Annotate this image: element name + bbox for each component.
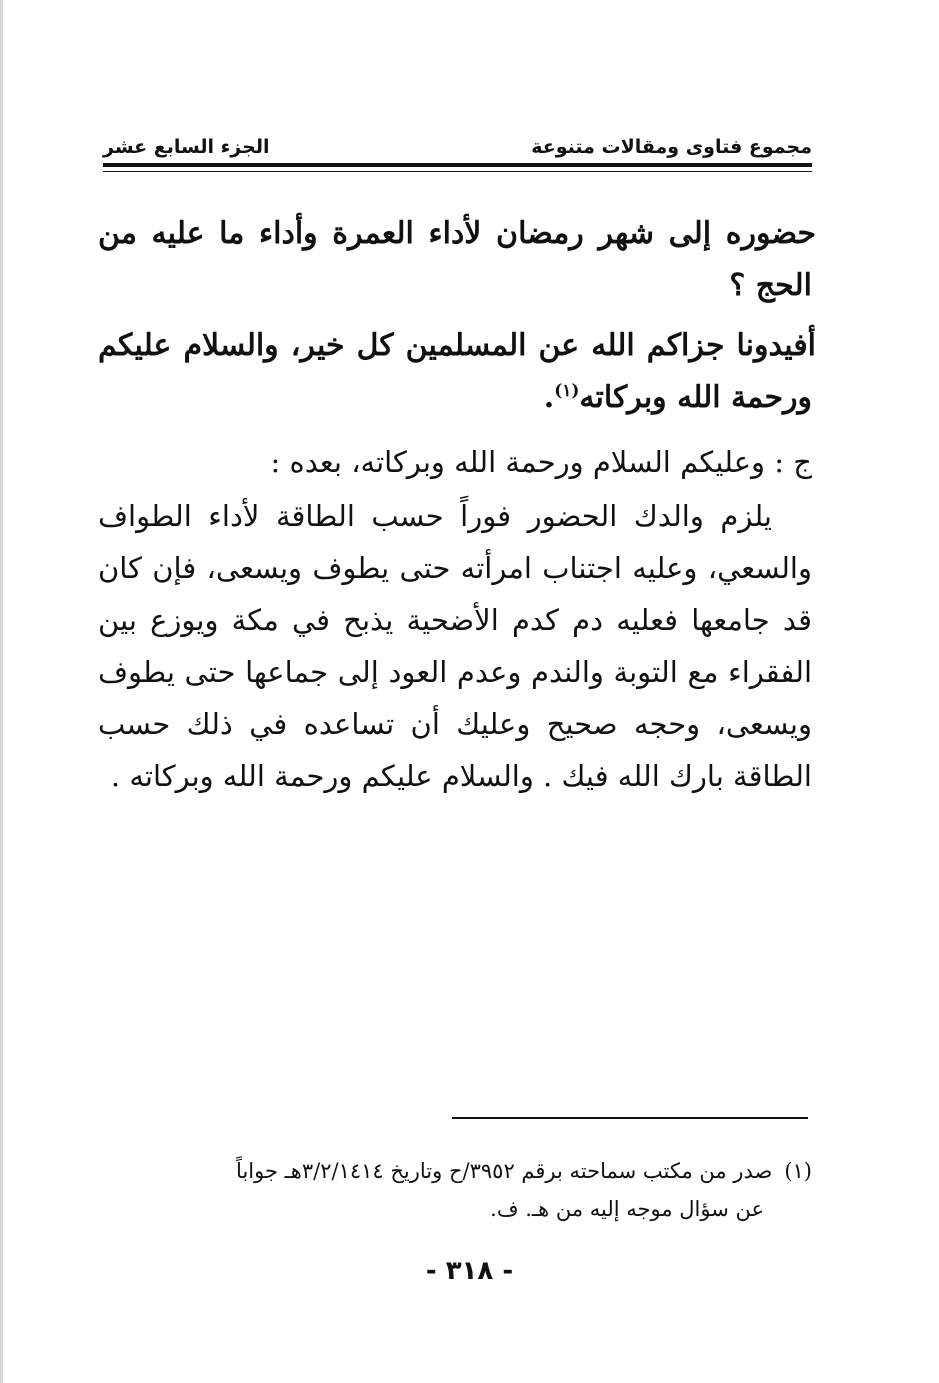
running-header bbox=[103, 128, 812, 158]
answer-paragraph bbox=[98, 490, 812, 802]
footnote bbox=[98, 1152, 812, 1228]
question-paragraph-1 bbox=[98, 208, 816, 312]
footnote-separator bbox=[452, 1117, 808, 1119]
footnote-line-1: صدر من مكتب سماحته برقم ٣٩٥٢/ح وتاريخ ٣/٢/١٤١٤هـ جواباً bbox=[236, 1159, 773, 1183]
footnote-line-2: عن سؤال موجه إليه من هـ. ف. bbox=[490, 1197, 764, 1221]
question-paragraph-2 bbox=[98, 320, 816, 424]
question-end: . bbox=[543, 380, 555, 415]
answer-greeting-text: ج : وعليكم السلام ورحمة الله وبركاته، بعده : bbox=[270, 445, 812, 479]
footnote-marker: (١) bbox=[554, 381, 580, 401]
main-text bbox=[98, 208, 816, 802]
page-edge bbox=[0, 0, 3, 1383]
question-text-1: حضوره إلى شهر رمضان لأداء العمرة وأداء ما عليه من الحج ؟ bbox=[98, 216, 816, 303]
answer-greeting bbox=[98, 436, 812, 488]
answer-text: يلزم والدك الحضور فوراً حسب الطاقة لأداء الطواف والسعي، وعليه اجتناب امرأته حتى يطوف ويسعى، فإن كان قد جامعها فعليه دم كدم الأضحية يذبح في مكة ويوزع بين الفقراء مع التوبة والندم وعدم العود إلى جماعها حتى يطوف ويسعى، وحجه صحيح وعليك أن تساعده في ذلك حسب الطاقة بارك الله فيك . والسلام عليكم ورحمة الله وبركاته . bbox=[98, 499, 812, 793]
book-title: مجموع فتاوى ومقالات متنوعة bbox=[531, 136, 812, 158]
header-rule-thin bbox=[103, 171, 812, 172]
header-rule bbox=[103, 163, 812, 167]
volume-label: الجزء السابع عشر bbox=[103, 136, 270, 158]
question-text-2: أفيدونا جزاكم الله عن المسلمين كل خير، والسلام عليكم ورحمة الله وبركاته bbox=[98, 328, 816, 415]
page-number: - ٣١٨ - bbox=[425, 1256, 514, 1286]
footnote-number: (١) bbox=[784, 1159, 812, 1183]
